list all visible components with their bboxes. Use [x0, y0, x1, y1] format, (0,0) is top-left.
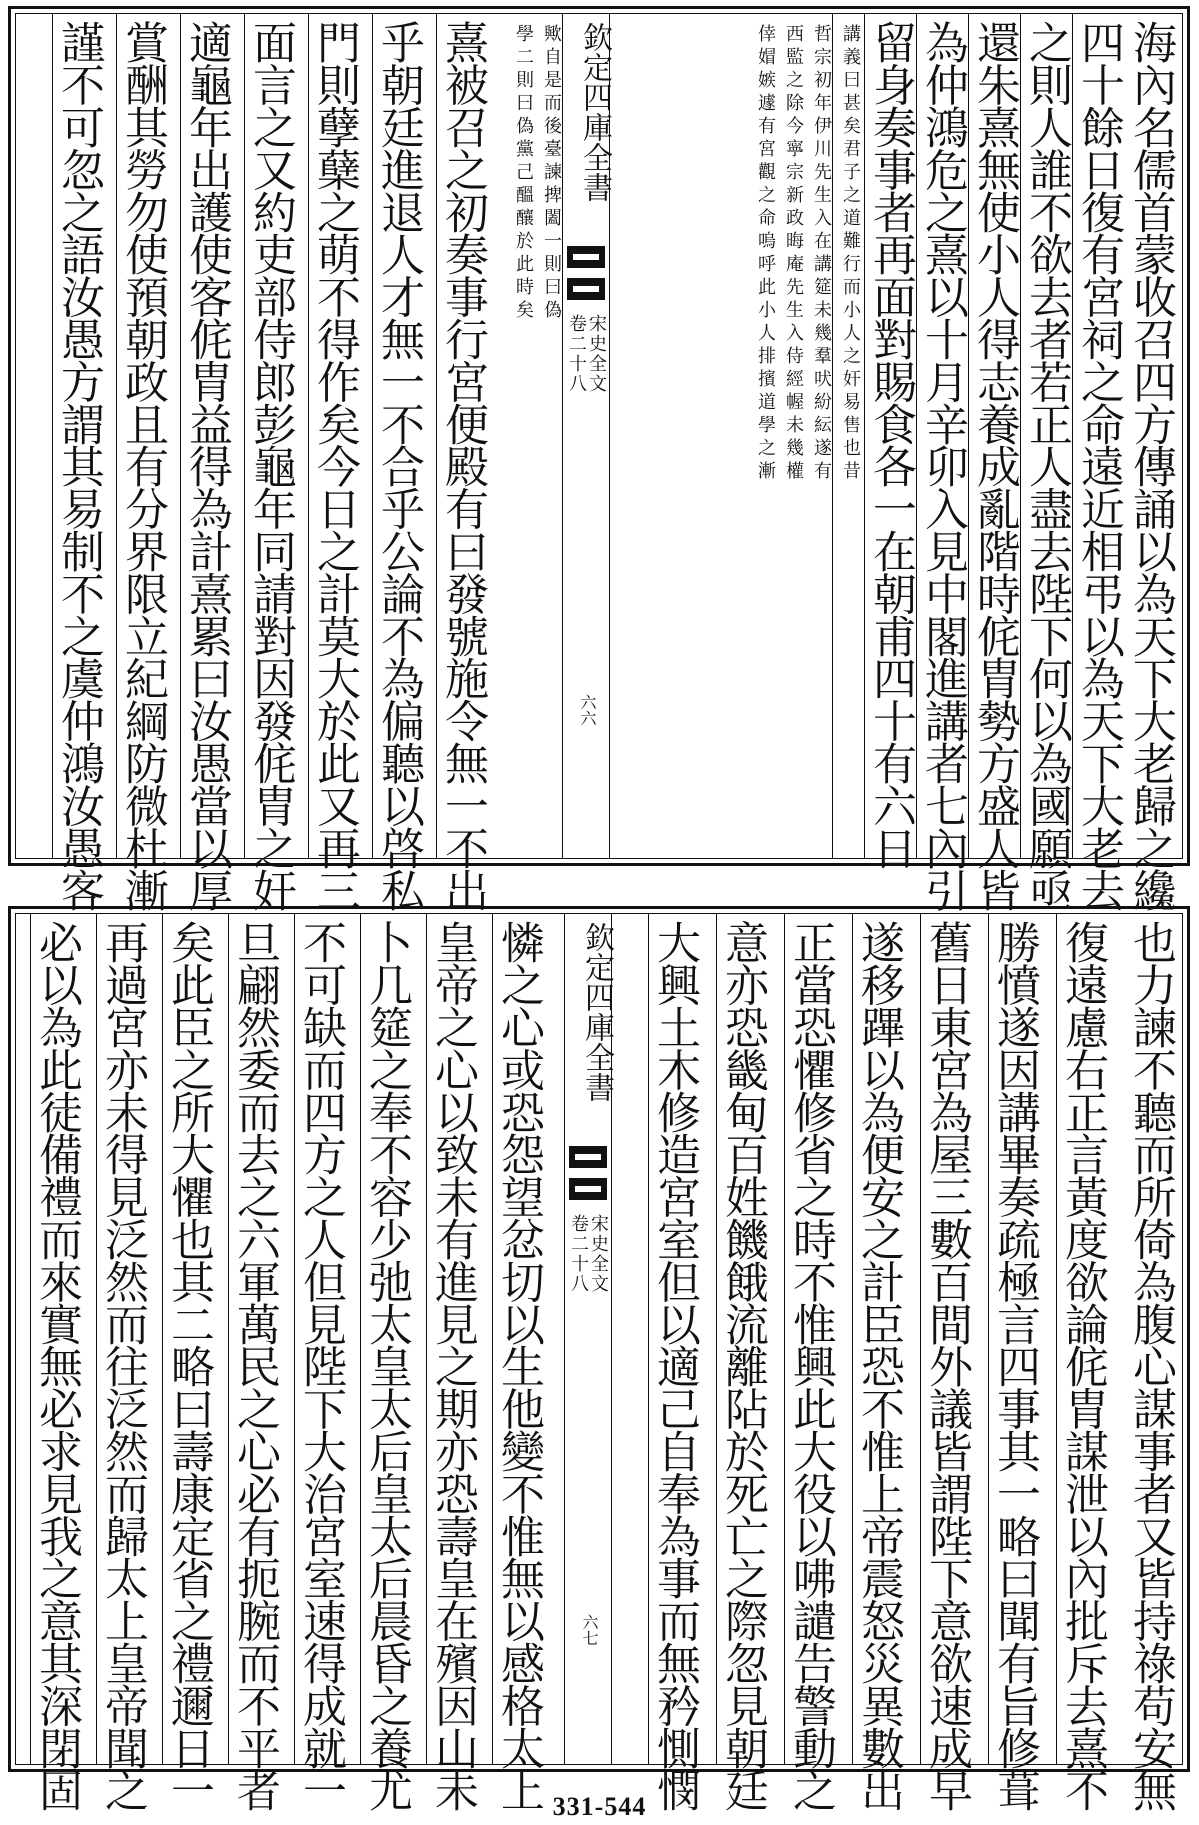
library-title: 欽定四庫全書	[577, 22, 612, 202]
footer-page-number: 331-544	[552, 1792, 647, 1821]
commentary-text: 哲宗初年伊川先生入在講筵未幾羣吠紛紜遂有	[811, 24, 832, 484]
volume-number: 卷二十八	[566, 314, 587, 394]
text-column	[1072, 14, 1124, 911]
column-text: 門則孽蘖之萌不得作矣今日之計莫大於此又再三	[309, 20, 360, 911]
library-title: 欽定四庫全書	[579, 922, 614, 1102]
text-column	[852, 914, 904, 1811]
column-text: 再過宮亦未得見泛然而往泛然而歸太上皇帝聞之	[97, 920, 148, 1811]
text-column	[30, 914, 82, 1811]
text-column	[96, 914, 148, 1811]
commentary-column	[534, 14, 562, 858]
fish-tail-mark-icon	[569, 1146, 607, 1168]
column-text: 憐之心或恐怨望忿切以生他變不惟無以感格太上	[493, 920, 544, 1811]
text-column	[1124, 14, 1176, 911]
column-text: 海內名儒首蒙收召四方傳誦以為天下大老歸之纔	[1125, 20, 1176, 911]
commentary-text: 學二則曰偽黨己醞釀於此時矣	[513, 24, 534, 323]
text-column	[426, 914, 478, 1811]
text-column	[648, 914, 700, 1811]
commentary-column	[804, 14, 832, 858]
column-text: 還朱熹無使小人得志養成亂階時侂胄勢方盛人皆	[969, 20, 1020, 911]
text-column	[784, 914, 836, 1811]
commentary-column	[748, 14, 776, 858]
column-text: 正當恐懼修省之時不惟興此大役以咈譴告警動之	[785, 920, 836, 1811]
column-text: 面言之又約吏部侍郎彭龜年同請對因發侂胄之奸	[245, 20, 296, 911]
book-title: 宋史全文	[586, 314, 607, 394]
column-text: 意亦恐畿甸百姓饑餓流離阽於死亡之際忽見朝廷	[717, 920, 768, 1811]
fish-tail-mark-icon	[567, 246, 605, 268]
text-column	[492, 914, 544, 1811]
column-text: 適龜年出護使客侂胄益得為計熹累曰汝愚當以厚	[181, 20, 232, 911]
folio-number: 六六	[578, 694, 597, 726]
column-text: 也力諫不聽而所倚為腹心謀事者又皆持祿苟安無	[1125, 920, 1176, 1811]
commentary-text: 講義曰甚矣君子之道難行而小人之奸易售也昔	[840, 24, 861, 484]
column-text: 旦翩然委而去之六軍萬民之心必有扼腕而不平者	[229, 920, 280, 1811]
fish-tail-mark-icon	[569, 1178, 607, 1200]
column-text: 大興土木修造宮室但以適己自奉為事而無矜惻憫	[649, 920, 700, 1811]
text-column	[968, 14, 1020, 911]
volume-number: 卷二十八	[568, 1214, 589, 1294]
column-text: 不可缺而四方之人但見陛下大治宮室速得成就一	[295, 920, 346, 1811]
top-page-frame	[8, 6, 1190, 911]
commentary-column	[506, 14, 534, 858]
text-column	[988, 914, 1040, 1811]
column-text: 四十餘日復有宮祠之命遠近相弔以為天下大老去	[1073, 20, 1124, 911]
text-column	[244, 14, 296, 911]
center-fold-column	[564, 914, 612, 1764]
commentary-column	[832, 14, 861, 858]
text-column	[308, 14, 360, 911]
text-column	[916, 14, 968, 911]
text-column	[1124, 914, 1176, 1811]
column-text: 賞酬其勞勿使預朝政且有分界限立紀綱防微杜漸	[117, 20, 168, 911]
column-text: 遂移蹕以為便安之計臣恐不惟上帝震怒災異數出	[853, 920, 904, 1811]
column-text: 謹不可忽之語汝愚方謂其易制不之虞仲鴻汝愚客	[53, 20, 104, 911]
text-column	[228, 914, 280, 1811]
text-column	[372, 14, 424, 911]
column-text: 之則人誰不欲去者若正人盡去陛下何以為國願亟	[1021, 20, 1072, 911]
text-column	[116, 14, 168, 911]
text-column	[920, 914, 972, 1811]
column-text: 熹被召之初奏事行宮便殿有曰發號施令無一不出	[437, 20, 488, 911]
column-text: 留身奏事者再面對賜食各一在朝甫四十有六日	[865, 20, 916, 869]
text-column	[864, 14, 916, 869]
folio-number: 六七	[580, 1614, 599, 1646]
column-text: 為仲鴻危之熹以十月辛卯入見中閣進講者七內引	[917, 20, 968, 911]
text-column	[1056, 914, 1108, 1811]
column-text: 皇帝之心以致未有進見之期亦恐壽皇在殯因山未	[427, 920, 478, 1811]
center-fold-column	[562, 14, 610, 858]
commentary-column	[776, 14, 804, 858]
text-column	[436, 14, 488, 911]
text-column	[180, 14, 232, 911]
commentary-text: 西監之除今寧宗新政晦庵先生入侍經幄未幾權	[783, 24, 804, 484]
column-text: 卜几筵之奉不容少弛太皇太后皇太后晨昏之養尤	[361, 920, 412, 1811]
top-page-inner-frame	[15, 13, 1183, 911]
column-text: 矣此臣之所大懼也其二略曰壽康定省之禮邇日一	[163, 920, 214, 1811]
commentary-text: 歟自是而後臺諫捭闔一則曰偽	[541, 24, 562, 323]
fish-tail-mark-icon	[567, 278, 605, 300]
book-title: 宋史全文	[588, 1214, 609, 1294]
text-column	[52, 14, 104, 911]
column-text: 勝憤遂因講畢奏疏極言四事其一略曰聞有旨修葺	[989, 920, 1040, 1811]
text-column	[1020, 14, 1072, 911]
column-text: 必以為此徒備禮而來實無必求見我之意其深閉固	[31, 920, 82, 1811]
column-text: 舊日東宮為屋三數百間外議皆謂陛下意欲速成早	[921, 920, 972, 1811]
text-column	[294, 914, 346, 1811]
text-column	[162, 914, 214, 1811]
column-text: 乎朝廷進退人才無一不合乎公論不為偏聽以啓私	[373, 20, 424, 911]
column-text: 復遠慮右正言黃度欲論侂胄謀泄以內批斥去熹不	[1057, 920, 1108, 1811]
commentary-text: 倖媢嫉遽有宮觀之命嗚呼此小人排擯道學之漸	[755, 24, 776, 484]
text-column	[716, 914, 768, 1811]
text-column	[360, 914, 412, 1811]
